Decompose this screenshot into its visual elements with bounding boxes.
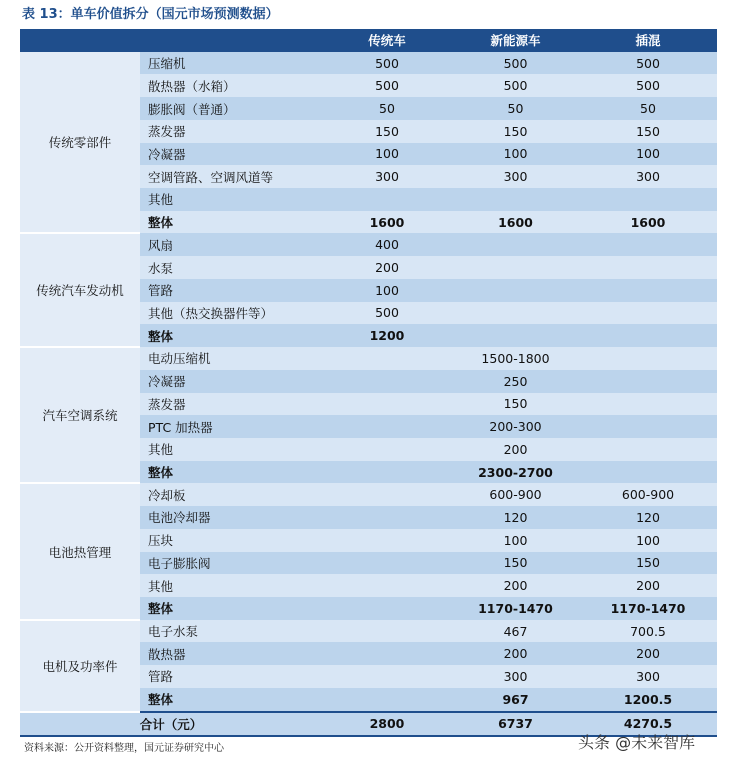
value-traditional [322,642,452,665]
value-plugin-hybrid: 150 [579,120,717,143]
value-plugin-hybrid: 500 [579,52,717,75]
value-new-energy: 250 [452,370,579,393]
value-plugin-hybrid: 100 [579,529,717,552]
item-name: 散热器 [140,642,322,665]
value-new-energy [452,256,579,279]
item-name: 整体 [140,597,322,620]
source-note: 资料来源：公开资料整理，国元证券研究中心 [24,743,224,754]
value-traditional [322,597,452,620]
value-plugin-hybrid [579,461,717,484]
value-new-energy [452,302,579,325]
item-name: 整体 [140,461,322,484]
table-row [20,483,717,506]
value-new-energy: 150 [452,393,579,416]
value-new-energy: 150 [452,120,579,143]
watermark: 头条 @未来智库 [578,733,696,752]
value-plugin-hybrid [579,279,717,302]
value-new-energy: 2300-2700 [452,461,579,484]
item-name: 电子膨胀阀 [140,552,322,575]
value-new-energy: 467 [452,620,579,643]
value-plugin-hybrid [579,256,717,279]
value-new-energy: 500 [452,74,579,97]
value-traditional: 400 [322,233,452,256]
item-name: 冷凝器 [140,370,322,393]
value-plugin-hybrid: 120 [579,506,717,529]
table-title: 表 13：单车价值拆分（国元市场预测数据） [22,7,279,22]
value-new-energy: 200 [452,438,579,461]
value-plugin-hybrid: 500 [579,74,717,97]
item-name: 整体 [140,324,322,347]
item-name: 管路 [140,279,322,302]
value-traditional: 300 [322,165,452,188]
value-traditional: 100 [322,279,452,302]
value-traditional: 500 [322,52,452,75]
value-new-energy: 200 [452,574,579,597]
value-plugin-hybrid: 200 [579,642,717,665]
value-plugin-hybrid: 150 [579,552,717,575]
value-new-energy: 1500-1800 [452,347,579,370]
value-traditional [322,347,452,370]
group-label: 汽车空调系统 [20,347,140,483]
table-row [20,233,717,256]
value-new-energy: 1170-1470 [452,597,579,620]
value-new-energy [452,324,579,347]
value-plugin-hybrid: 1170-1470 [579,597,717,620]
value-traditional [322,552,452,575]
item-name: 蒸发器 [140,120,322,143]
value-plugin-hybrid [579,302,717,325]
value-plugin-hybrid [579,415,717,438]
value-plugin-hybrid: 100 [579,143,717,166]
value-new-energy: 120 [452,506,579,529]
value-plugin-hybrid: 1600 [579,211,717,234]
value-plugin-hybrid: 600-900 [579,483,717,506]
item-name: 膨胀阀（普通） [140,97,322,120]
value-traditional [322,688,452,712]
item-name: 整体 [140,211,322,234]
value-new-energy: 1600 [452,211,579,234]
table-row [20,52,717,75]
item-name: 冷凝器 [140,143,322,166]
value-traditional: 200 [322,256,452,279]
item-name: 蒸发器 [140,393,322,416]
header-blank-2 [140,29,322,52]
item-name: 其他 [140,438,322,461]
item-name: 压块 [140,529,322,552]
value-plugin-hybrid [579,324,717,347]
value-traditional: 1200 [322,324,452,347]
item-name: 风扇 [140,233,322,256]
value-plugin-hybrid: 700.5 [579,620,717,643]
value-traditional: 500 [322,302,452,325]
value-plugin-hybrid: 1200.5 [579,688,717,712]
header-plugin-hybrid: 插混 [579,29,717,52]
value-new-energy: 500 [452,52,579,75]
value-traditional [322,438,452,461]
grand-total-plugin-hybrid: 4270.5 [579,712,717,737]
value-traditional [322,665,452,688]
group-label: 传统汽车发动机 [20,233,140,347]
item-name: 其他（热交换器件等） [140,302,322,325]
value-traditional [322,506,452,529]
group-label: 电机及功率件 [20,620,140,712]
item-name: 电池冷却器 [140,506,322,529]
value-traditional [322,483,452,506]
value-traditional [322,461,452,484]
table-row [20,347,717,370]
header-row [20,29,717,52]
value-plugin-hybrid [579,370,717,393]
value-breakdown-table [20,29,717,737]
value-plugin-hybrid [579,347,717,370]
value-traditional [322,574,452,597]
value-traditional [322,529,452,552]
value-traditional [322,415,452,438]
value-new-energy [452,279,579,302]
table-body [20,52,717,712]
value-traditional: 100 [322,143,452,166]
value-plugin-hybrid: 50 [579,97,717,120]
item-name: 电子水泵 [140,620,322,643]
value-new-energy: 300 [452,165,579,188]
value-new-energy: 150 [452,552,579,575]
item-name: 电动压缩机 [140,347,322,370]
item-name: 其他 [140,574,322,597]
value-new-energy: 300 [452,665,579,688]
grand-total-new-energy: 6737 [452,712,579,737]
value-plugin-hybrid [579,393,717,416]
value-new-energy: 967 [452,688,579,712]
value-plugin-hybrid [579,188,717,211]
value-plugin-hybrid: 300 [579,665,717,688]
item-name: PTC 加热器 [140,415,322,438]
value-new-energy: 600-900 [452,483,579,506]
grand-total-label: 合计（元） [20,712,322,737]
value-traditional: 150 [322,120,452,143]
value-plugin-hybrid: 200 [579,574,717,597]
value-new-energy [452,233,579,256]
value-new-energy: 100 [452,143,579,166]
item-name: 空调管路、空调风道等 [140,165,322,188]
value-new-energy [452,188,579,211]
item-name: 散热器（水箱） [140,74,322,97]
value-traditional [322,393,452,416]
item-name: 整体 [140,688,322,712]
item-name: 压缩机 [140,52,322,75]
header-new-energy: 新能源车 [452,29,579,52]
header-traditional: 传统车 [322,29,452,52]
group-label: 传统零部件 [20,52,140,234]
value-traditional [322,370,452,393]
value-plugin-hybrid [579,233,717,256]
value-traditional [322,620,452,643]
item-name: 其他 [140,188,322,211]
item-name: 管路 [140,665,322,688]
value-new-energy: 100 [452,529,579,552]
value-traditional: 1600 [322,211,452,234]
value-new-energy: 200-300 [452,415,579,438]
header-blank-1 [20,29,140,52]
value-new-energy: 200 [452,642,579,665]
value-new-energy: 50 [452,97,579,120]
value-plugin-hybrid: 300 [579,165,717,188]
value-traditional: 50 [322,97,452,120]
table-row [20,620,717,643]
value-traditional: 500 [322,74,452,97]
group-label: 电池热管理 [20,483,140,619]
item-name: 水泵 [140,256,322,279]
grand-total-traditional: 2800 [322,712,452,737]
value-traditional [322,188,452,211]
item-name: 冷却板 [140,483,322,506]
value-plugin-hybrid [579,438,717,461]
